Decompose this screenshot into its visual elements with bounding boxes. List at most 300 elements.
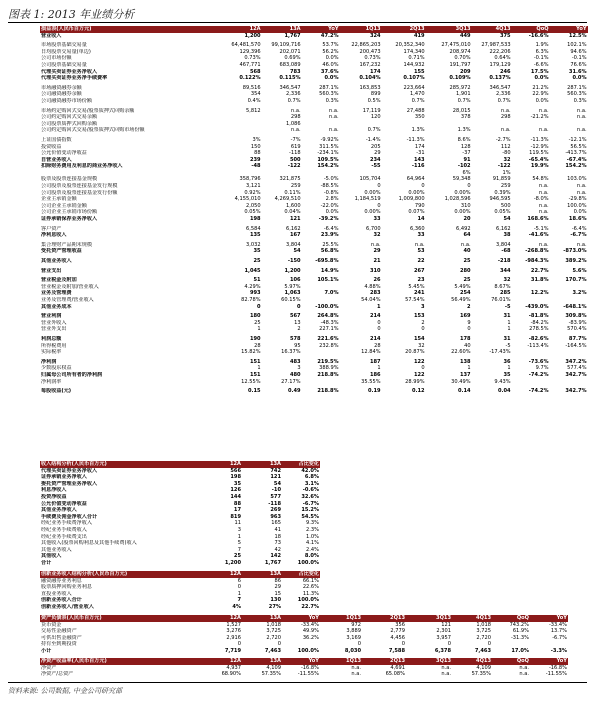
cell-value: 17.5% bbox=[530, 68, 549, 75]
cell-value: 342.7% bbox=[565, 371, 587, 378]
cell-value: -5 bbox=[504, 303, 511, 310]
cell-value: 25 bbox=[463, 277, 471, 284]
cell-value: 64 bbox=[463, 232, 471, 239]
cell-value: 27,488 bbox=[406, 107, 425, 114]
cell-value: n.a. bbox=[329, 127, 339, 134]
row-label bbox=[146, 388, 224, 395]
cell-value: 202,071 bbox=[279, 48, 301, 55]
cell-value: 0.3% bbox=[573, 97, 587, 104]
cell-value: 0.00% bbox=[408, 189, 425, 196]
row-label bbox=[146, 379, 224, 386]
cell-value: -33.4% bbox=[548, 621, 567, 628]
row-label: 营业外收入 bbox=[41, 319, 67, 326]
cell-value: 19.9% bbox=[530, 163, 549, 170]
row-label: 利润总额 bbox=[41, 335, 62, 342]
cell-value: -118 bbox=[289, 150, 301, 157]
cell-value: 1,200 bbox=[244, 32, 261, 39]
row-label: 代理买卖证券业务净收入 bbox=[41, 68, 98, 75]
table-row bbox=[40, 622, 568, 629]
table-row bbox=[40, 359, 588, 366]
cell-value: 5.49% bbox=[454, 283, 471, 290]
cell-value: 1Q13 bbox=[320, 658, 362, 665]
cell-value: 1.3% bbox=[457, 127, 471, 134]
cell-value: -6.7% bbox=[302, 500, 319, 507]
cell-value: -6.6% bbox=[533, 61, 549, 68]
cell-value: 22.9% bbox=[532, 91, 549, 98]
cell-value: 22 bbox=[417, 258, 425, 264]
table-row bbox=[40, 150, 588, 157]
cell-value: 91 bbox=[463, 156, 471, 163]
cell-value: 259 bbox=[500, 183, 511, 190]
cell-value: 4,109 bbox=[476, 664, 491, 671]
cell-value: 1 bbox=[237, 533, 241, 540]
cell-value: 154.2% bbox=[565, 163, 587, 170]
cell-value: n.a. bbox=[519, 671, 529, 678]
cell-value: 239 bbox=[249, 156, 261, 163]
cell-value: 342.7% bbox=[565, 388, 587, 395]
cell-value: 6,162 bbox=[286, 225, 301, 232]
cell-value: 3 bbox=[297, 365, 301, 372]
cell-value: 2Q13 bbox=[362, 615, 406, 622]
cell-value: 0 bbox=[467, 183, 471, 190]
row-label: 营业支出 bbox=[41, 267, 62, 274]
cell-value: 993 bbox=[249, 290, 261, 297]
cell-value: -55 bbox=[371, 163, 381, 170]
cell-value: 88 bbox=[254, 150, 261, 157]
cell-value: 154.2% bbox=[317, 163, 339, 170]
table-row bbox=[40, 297, 588, 304]
cell-value: 3Q13 bbox=[406, 615, 452, 622]
cell-value: 54 bbox=[503, 216, 511, 223]
table-row bbox=[40, 336, 588, 343]
cell-value: -12.1% bbox=[568, 136, 587, 143]
cell-value: 742 bbox=[270, 467, 281, 474]
cell-value: 227.1% bbox=[319, 326, 339, 333]
cell-value: 0.7% bbox=[367, 127, 381, 134]
cell-value: 3.1% bbox=[304, 480, 319, 487]
cell-value: 144,932 bbox=[403, 61, 425, 68]
cell-value: -16.8% bbox=[300, 664, 319, 671]
table-row bbox=[40, 42, 588, 49]
cell-value: 1,767 bbox=[284, 32, 301, 39]
table-row bbox=[40, 671, 568, 678]
cell-value: -873.0% bbox=[563, 248, 587, 255]
revenue-table bbox=[40, 461, 320, 567]
cell-value: 2.8% bbox=[325, 196, 339, 203]
cell-value: 13A bbox=[262, 26, 302, 33]
roe-data-table bbox=[40, 658, 568, 678]
row-label bbox=[146, 320, 224, 327]
cell-value: 89,516 bbox=[242, 84, 261, 91]
cell-value: 100.0% bbox=[297, 559, 319, 566]
cell-value: 57.35% bbox=[471, 671, 491, 678]
cell-value: 13 bbox=[294, 319, 301, 326]
cell-value: 31.8% bbox=[530, 277, 549, 284]
cell-value: 6,492 bbox=[456, 225, 471, 232]
cell-value bbox=[512, 284, 550, 291]
cell-value: 4% bbox=[232, 603, 241, 610]
cell-value: 7,463 bbox=[264, 647, 281, 654]
cell-value: 375 bbox=[499, 32, 511, 39]
cell-value: 37.6% bbox=[320, 68, 339, 75]
cell-value: 1 bbox=[257, 365, 261, 372]
cell-value: 619 bbox=[290, 143, 301, 150]
table-row bbox=[40, 468, 320, 475]
table-row bbox=[40, 98, 588, 105]
cell-value: 100.0% bbox=[297, 597, 319, 604]
cell-value: 64,964 bbox=[406, 176, 425, 183]
cell-value: 103.0% bbox=[567, 176, 587, 183]
row-label: 净资产收益率(人民币百万元) bbox=[40, 658, 204, 665]
cell-value: 66.1% bbox=[302, 577, 319, 584]
row-label: 证券承销保荐业务净收入 bbox=[41, 216, 98, 223]
cell-value: -116 bbox=[411, 163, 425, 170]
cell-value: 0 bbox=[237, 641, 241, 648]
cell-value: 15.2% bbox=[301, 507, 319, 514]
cell-value: 0 bbox=[277, 641, 281, 648]
cell-value: 0.00% bbox=[454, 189, 471, 196]
cell-value: n.a. bbox=[329, 114, 339, 121]
cell-value: 0.14 bbox=[458, 388, 471, 395]
row-label: 公司股票基础交易量 bbox=[41, 61, 87, 68]
table-row bbox=[40, 108, 588, 115]
cell-value: 311.5% bbox=[319, 143, 339, 150]
cell-value: 2.3% bbox=[306, 526, 319, 533]
cell-value: 1,028,596 bbox=[444, 196, 471, 203]
cell-value: 0 bbox=[257, 303, 261, 310]
cell-value: 344 bbox=[499, 267, 511, 274]
cell-value: 683,089 bbox=[279, 61, 301, 68]
row-label: 集合理财产品期末规模 bbox=[41, 241, 92, 248]
row-label: 公司股票及股票连接基金发行规模 bbox=[41, 183, 118, 190]
income-statement-table bbox=[40, 26, 588, 395]
cell-value: -65.4% bbox=[528, 156, 549, 163]
cell-value: 27% bbox=[268, 603, 281, 610]
row-label: 公允价值变动净收益 bbox=[41, 150, 87, 157]
cell-value: 102.1% bbox=[567, 42, 587, 49]
row-label: 委托资产管理业务净收入 bbox=[41, 480, 98, 487]
row-label: 净利润率 bbox=[41, 378, 62, 385]
cell-value: 2.4% bbox=[306, 546, 319, 553]
row-label: 直投业务收入 bbox=[41, 590, 72, 597]
cell-value: 2 bbox=[467, 303, 471, 310]
cell-value: 57.54% bbox=[405, 296, 425, 303]
cell-value: n.a. bbox=[539, 241, 549, 248]
cell-value: -74.2% bbox=[528, 371, 549, 378]
cell-value: 25 bbox=[233, 553, 241, 560]
row-label: 公司股票及股票连接基金发行份额 bbox=[41, 189, 118, 196]
cell-value: 6.8% bbox=[304, 474, 319, 481]
cell-value: 12A bbox=[204, 461, 242, 468]
row-label: 公司企业主承销金额 bbox=[41, 202, 87, 209]
cell-value: 198 bbox=[230, 474, 241, 481]
cell-value: 13.7% bbox=[550, 628, 567, 635]
cell-value: 963 bbox=[270, 513, 281, 520]
row-label: 公司约定购回式交易余额 bbox=[41, 114, 98, 121]
row-label bbox=[146, 248, 224, 255]
cell-value: -82.6% bbox=[528, 335, 549, 342]
cell-value: 3 bbox=[421, 303, 425, 310]
cell-value: 12A bbox=[224, 26, 262, 33]
cell-value: 35 bbox=[503, 371, 511, 378]
cell-value: 54 bbox=[293, 248, 301, 255]
cell-value: 2,720 bbox=[476, 634, 491, 641]
cell-value: 82.78% bbox=[241, 296, 261, 303]
row-label: 营业外支出 bbox=[41, 326, 67, 333]
cell-value: -73.6% bbox=[528, 358, 549, 365]
cell-value: 105.1% bbox=[317, 277, 339, 284]
table-row bbox=[40, 507, 320, 514]
cell-value: 1% bbox=[502, 169, 511, 176]
cell-value: 129,396 bbox=[239, 48, 261, 55]
balance-sheet-table bbox=[40, 615, 568, 655]
cell-value: 3 bbox=[237, 526, 241, 533]
cell-value: 150 bbox=[250, 143, 261, 150]
cell-value: 4,269,510 bbox=[274, 196, 301, 203]
cell-value: 577 bbox=[270, 493, 281, 500]
table-row bbox=[40, 487, 320, 494]
row-label: 归属母公司所有者的净利润 bbox=[41, 371, 103, 378]
title-rule bbox=[8, 22, 587, 23]
cell-value: -48 bbox=[251, 163, 261, 170]
cell-value: 100.0% bbox=[297, 647, 319, 654]
row-label bbox=[146, 91, 224, 98]
cell-value: 449 bbox=[459, 32, 471, 39]
cell-value: -16.6% bbox=[528, 32, 549, 39]
cell-value: 0.7% bbox=[411, 97, 425, 104]
cell-value: -17.43% bbox=[489, 349, 511, 356]
table-row bbox=[40, 268, 588, 275]
row-label bbox=[146, 313, 224, 320]
table-header-row bbox=[40, 571, 320, 578]
innovation-business-table bbox=[40, 571, 320, 611]
row-label: 日均股票交易量(单边) bbox=[41, 48, 91, 55]
cell-value: 0.07% bbox=[408, 209, 425, 216]
cell-value: -695.8% bbox=[315, 258, 339, 264]
cell-value: 167 bbox=[289, 232, 301, 239]
cell-value: 28 bbox=[254, 342, 261, 349]
table-row bbox=[40, 501, 320, 508]
cell-value: 12.55% bbox=[241, 378, 261, 385]
cell-value: 106 bbox=[289, 277, 301, 284]
cell-value: 13A bbox=[242, 615, 282, 622]
cell-value: 3Q13 bbox=[426, 26, 472, 33]
cell-value: 1 bbox=[467, 365, 471, 372]
cell-value: 14.9% bbox=[320, 267, 339, 274]
cell-value: 0.15 bbox=[248, 388, 261, 395]
footer-rule bbox=[8, 682, 587, 683]
cell-value: 568 bbox=[249, 68, 261, 75]
table-row bbox=[40, 547, 320, 554]
cell-value: 22,865,203 bbox=[351, 42, 381, 49]
cell-value: 112 bbox=[500, 143, 511, 150]
cell-value: 0.0% bbox=[572, 75, 587, 82]
roe-table bbox=[40, 658, 568, 678]
cell-value: -150 bbox=[287, 258, 301, 264]
cell-value: 0.107% bbox=[403, 75, 425, 82]
cell-value: -81.8% bbox=[528, 313, 549, 320]
cell-value: 36.2% bbox=[302, 634, 319, 641]
cell-value: 480 bbox=[289, 371, 301, 378]
cell-value: 0.64% bbox=[494, 55, 511, 62]
cell-value: 28.99% bbox=[405, 378, 425, 385]
table-row bbox=[40, 326, 588, 333]
cell-value: -31.3% bbox=[510, 634, 529, 641]
row-label bbox=[146, 114, 224, 121]
cell-value: 200,473 bbox=[359, 48, 381, 55]
table-header-row bbox=[40, 615, 568, 622]
cell-value: 165 bbox=[271, 520, 281, 527]
cell-value: -984.3% bbox=[525, 258, 549, 264]
cell-value: 0.109% bbox=[449, 75, 471, 82]
cell-value: 17.0% bbox=[511, 647, 529, 654]
cell-value: -1.4% bbox=[365, 136, 381, 143]
cell-value: 12A bbox=[204, 658, 242, 665]
row-label: 其他业务收入 bbox=[41, 546, 72, 553]
table-row bbox=[40, 157, 588, 164]
cell-value: 222,206 bbox=[489, 48, 511, 55]
cell-value: 174 bbox=[369, 68, 381, 75]
cell-value: 5.6% bbox=[572, 267, 587, 274]
cell-value: 3,169 bbox=[346, 634, 361, 641]
cell-value: 8.6% bbox=[457, 136, 471, 143]
cell-value: 1,200 bbox=[224, 559, 241, 566]
cell-value: -11.55% bbox=[297, 671, 319, 678]
cell-value: 4Q13 bbox=[452, 658, 492, 665]
cell-value: 298 bbox=[500, 114, 511, 121]
row-label: 其他业务收入 bbox=[41, 258, 72, 264]
cell-value: 1 bbox=[237, 590, 241, 597]
cell-value: 0.04% bbox=[284, 209, 301, 216]
cell-value: 29 bbox=[373, 248, 381, 255]
cell-value: 35 bbox=[253, 248, 261, 255]
table-row bbox=[40, 176, 588, 183]
cell-value: -6.4% bbox=[323, 225, 339, 232]
cell-value: 0 bbox=[487, 641, 491, 648]
cell-value: 4,937 bbox=[226, 664, 241, 671]
cell-value bbox=[550, 379, 588, 386]
cell-value: 4,109 bbox=[266, 664, 281, 671]
row-label: 企业主承销金额 bbox=[41, 196, 77, 203]
row-label: 实际税率 bbox=[41, 349, 62, 356]
cell-value: 218.8% bbox=[317, 371, 339, 378]
cell-value bbox=[224, 114, 262, 121]
row-label: 代理买卖证券业务净收入 bbox=[41, 467, 98, 474]
cell-value: 26 bbox=[373, 277, 381, 284]
row-label bbox=[146, 216, 224, 223]
cell-value: YoY bbox=[530, 658, 568, 665]
cell-value: 972 bbox=[351, 621, 361, 628]
cell-value: 169 bbox=[459, 313, 471, 320]
table-row bbox=[40, 248, 588, 255]
cell-value: -234.1% bbox=[317, 150, 339, 157]
row-label: 扣除财务费用及利息的商业务净收入 bbox=[41, 163, 123, 170]
cell-value: 94.6% bbox=[570, 48, 587, 55]
cell-value: 259 bbox=[290, 183, 301, 190]
row-label bbox=[146, 121, 224, 128]
row-label: 资产负债表(人民币百万元) bbox=[40, 615, 204, 622]
cell-value bbox=[550, 349, 588, 356]
cell-value: 1 bbox=[257, 326, 261, 333]
cell-value: n.a. bbox=[441, 664, 451, 671]
row-label: 收入结构分析(人民币百万元) bbox=[40, 461, 204, 468]
table-row bbox=[40, 114, 588, 121]
table-row bbox=[40, 284, 588, 291]
cell-value: 28 bbox=[374, 342, 381, 349]
cell-value: 27,475,010 bbox=[441, 42, 471, 49]
table-row bbox=[40, 85, 588, 92]
row-label: 上证国债指数 bbox=[41, 136, 72, 143]
cell-value: n.a. bbox=[501, 107, 511, 114]
cell-value: 566 bbox=[230, 467, 241, 474]
cell-value: 3,957 bbox=[436, 634, 451, 641]
cell-value bbox=[512, 121, 550, 128]
cell-value: 0 bbox=[447, 641, 451, 648]
cell-value: n.a. bbox=[539, 183, 549, 190]
row-label bbox=[146, 196, 224, 203]
cell-value: 54 bbox=[273, 480, 281, 487]
cell-value bbox=[550, 170, 588, 177]
cell-value: 0.92% bbox=[244, 189, 261, 196]
cell-value: -218 bbox=[497, 258, 511, 264]
cell-value: 0 bbox=[421, 365, 425, 372]
row-label bbox=[146, 183, 224, 190]
cell-value: 32 bbox=[503, 156, 511, 163]
row-label bbox=[146, 108, 224, 115]
cell-value: -39.2% bbox=[318, 216, 339, 223]
cell-value: 61.9% bbox=[512, 628, 529, 635]
cell-value: 6,700 bbox=[366, 225, 381, 232]
table-row bbox=[40, 494, 320, 501]
cell-value bbox=[382, 170, 426, 177]
table-row bbox=[40, 520, 320, 527]
cell-value: 20,352,340 bbox=[395, 42, 425, 49]
cell-value: 3.2% bbox=[572, 290, 587, 297]
source-note: 资料来源: 公司数据, 中金公司研究部 bbox=[8, 687, 123, 695]
cell-value: 241 bbox=[413, 290, 425, 297]
cell-value: 3,032 bbox=[246, 241, 261, 248]
cell-value: 346,547 bbox=[489, 84, 511, 91]
cell-value: 3,276 bbox=[226, 628, 241, 635]
cell-value: -122 bbox=[287, 163, 301, 170]
cell-value: 419 bbox=[413, 32, 425, 39]
row-label: 代理买卖证券业务净手续费率 bbox=[41, 75, 108, 82]
cell-value: 14 bbox=[417, 216, 425, 223]
cell-value: -648.1% bbox=[563, 303, 587, 310]
cell-value: 0.0% bbox=[325, 55, 339, 62]
row-label bbox=[146, 42, 224, 49]
cell-value: -5.1% bbox=[533, 225, 549, 232]
cell-value: -74.2% bbox=[528, 388, 549, 395]
innovation-table bbox=[40, 571, 320, 611]
cell-value: -6.4% bbox=[571, 225, 587, 232]
cell-value bbox=[512, 297, 550, 304]
cell-value bbox=[550, 297, 588, 304]
cell-value: 35 bbox=[233, 480, 241, 487]
cell-value: 7.0% bbox=[324, 290, 339, 297]
cell-value: 6,162 bbox=[496, 225, 511, 232]
row-label bbox=[146, 203, 224, 210]
table-row bbox=[40, 372, 588, 379]
table-row bbox=[40, 560, 320, 567]
cell-value: -84.2% bbox=[530, 319, 549, 326]
cell-value: 13A bbox=[242, 658, 282, 665]
cell-value: 321,875 bbox=[279, 176, 301, 183]
table-row bbox=[40, 183, 588, 190]
table-row bbox=[40, 290, 588, 297]
table-row bbox=[40, 242, 588, 249]
cell-value bbox=[340, 121, 382, 128]
